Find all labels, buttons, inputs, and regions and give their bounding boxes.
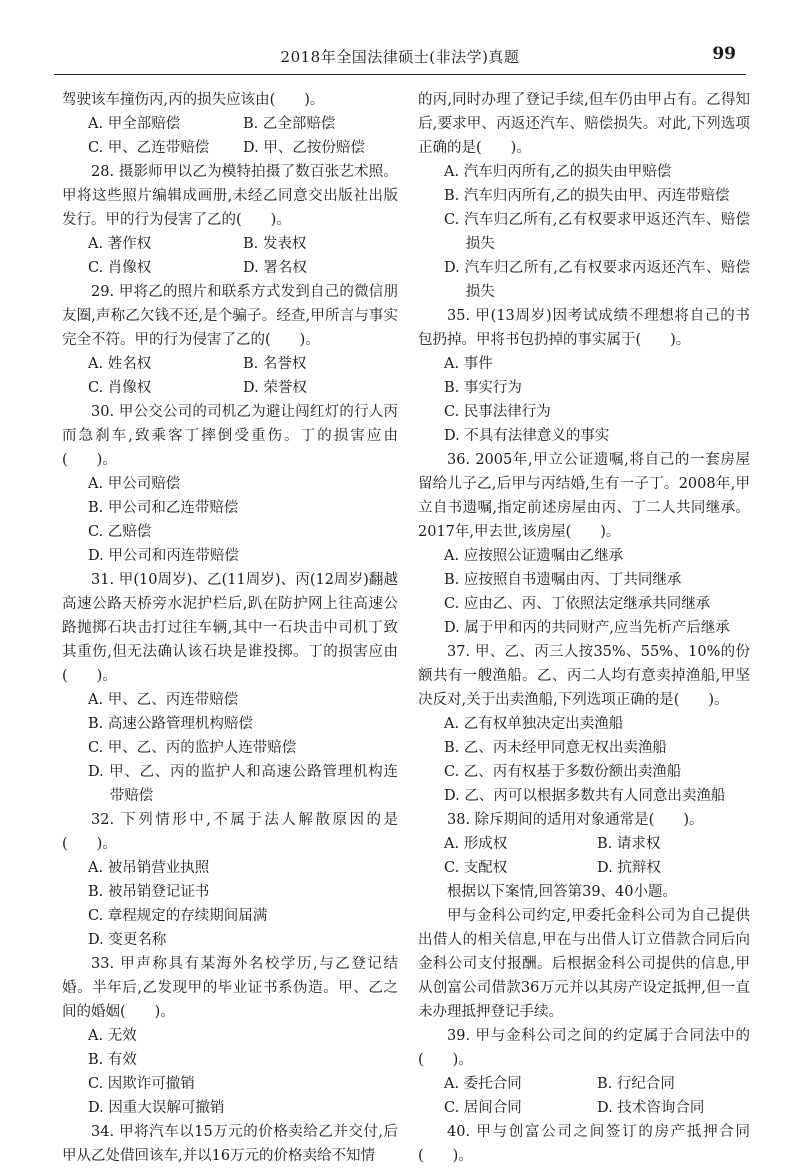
q34-option-d: D. 汽车归乙所有,乙有权要求丙返还汽车、赔偿损失 bbox=[444, 260, 750, 300]
question-34-tail: 的丙,同时办理了登记手续,但车仍由甲占有。乙得知后,要求甲、丙返还汽车、赔偿损失。对此,下列选项正确的是( )。 bbox=[418, 92, 750, 156]
q32-option-a: A. 被吊销营业执照 bbox=[88, 860, 210, 876]
q39-option-c: C. 居间合同 bbox=[444, 1100, 522, 1116]
q30-option-b: B. 甲公司和乙连带赔偿 bbox=[88, 500, 239, 516]
q28-option-b: B. 发表权 bbox=[243, 236, 307, 252]
q27-option-b: B. 乙全部赔偿 bbox=[243, 116, 336, 132]
q27-options-row-1 bbox=[88, 112, 398, 136]
q30-option-a: A. 甲公司赔偿 bbox=[88, 476, 181, 492]
q27-option-a: A. 甲全部赔偿 bbox=[88, 116, 181, 132]
question-32: 32. 下列情形中,不属于法人解散原因的是( )。 bbox=[62, 812, 398, 852]
q33-option-a: A. 无效 bbox=[88, 1028, 137, 1044]
q35-option-d: D. 不具有法律意义的事实 bbox=[444, 428, 610, 444]
q29-option-a: A. 姓名权 bbox=[88, 356, 152, 372]
question-35: 35. 甲(13周岁)因考试成绩不理想将自己的书包扔掉。甲将书包扔掉的事实属于( )。 bbox=[418, 308, 750, 348]
q38-option-d: D. 抗辩权 bbox=[597, 860, 661, 876]
question-27-tail: 驾驶该车撞伤丙,丙的损失应该由( )。 bbox=[62, 92, 325, 108]
q27-option-d: D. 甲、乙按份赔偿 bbox=[243, 140, 365, 156]
q37-option-b: B. 乙、丙未经甲同意无权出卖渔船 bbox=[444, 740, 667, 756]
question-38: 38. 除斥期间的适用对象通常是( )。 bbox=[447, 812, 704, 828]
page-header bbox=[54, 38, 746, 75]
q31-option-c: C. 甲、乙、丙的监护人连带赔偿 bbox=[88, 740, 297, 756]
q36-option-b: B. 应按照自书遗嘱由丙、丁共同继承 bbox=[444, 572, 682, 588]
q38-options-row-1 bbox=[444, 832, 750, 856]
question-30: 30. 甲公交公司的司机乙为避让闯红灯的行人丙而急刹车,致乘客丁摔倒受重伤。丁的损害应由( )。 bbox=[62, 404, 398, 468]
q34-option-a: A. 汽车归丙所有,乙的损失由甲赔偿 bbox=[444, 164, 672, 180]
q30-option-d: D. 甲公司和丙连带赔偿 bbox=[88, 548, 239, 564]
q35-option-b: B. 事实行为 bbox=[444, 380, 522, 396]
q29-option-b: B. 名誉权 bbox=[243, 356, 307, 372]
left-column bbox=[62, 88, 398, 1168]
q34-option-b: B. 汽车归丙所有,乙的损失由甲、丙连带赔偿 bbox=[444, 188, 730, 204]
q29-options-row-2 bbox=[88, 376, 398, 400]
q30-option-c: C. 乙赔偿 bbox=[88, 524, 152, 540]
q39-option-a: A. 委托合同 bbox=[444, 1076, 522, 1092]
q28-options-row-1 bbox=[88, 232, 398, 256]
q33-option-d: D. 因重大误解可撤销 bbox=[88, 1100, 225, 1116]
q31-option-a: A. 甲、乙、丙连带赔偿 bbox=[88, 692, 239, 708]
q36-option-d: D. 属于甲和丙的共同财产,应当先析产后继承 bbox=[444, 620, 730, 636]
q36-option-a: A. 应按照公证遗嘱由乙继承 bbox=[444, 548, 624, 564]
q28-options-row-2 bbox=[88, 256, 398, 280]
q29-option-c: C. 肖像权 bbox=[88, 380, 152, 396]
q38-option-a: A. 形成权 bbox=[444, 836, 508, 852]
case-intro: 根据以下案情,回答第39、40小题。 bbox=[447, 884, 678, 900]
q39-options-row-1 bbox=[444, 1072, 750, 1096]
q32-option-c: C. 章程规定的存续期间届满 bbox=[88, 908, 268, 924]
q38-option-b: B. 请求权 bbox=[597, 836, 661, 852]
q32-option-b: B. 被吊销登记证书 bbox=[88, 884, 210, 900]
question-33: 33. 甲声称具有某海外名校学历,与乙登记结婚。半年后,乙发现甲的毕业证书系伪造。甲、乙之间的婚姻( )。 bbox=[62, 956, 398, 1020]
question-28: 28. 摄影师甲以乙为模特拍摄了数百张艺术照。甲将这些照片编辑成画册,未经乙同意交出版社出版发行。甲的行为侵害了乙的( )。 bbox=[62, 164, 398, 228]
q28-option-d: D. 署名权 bbox=[243, 260, 307, 276]
question-37: 37. 甲、乙、丙三人按35%、55%、10%的份额共有一艘渔船。乙、丙二人均有意卖掉渔船,甲坚决反对,关于出卖渔船,下列选项正确的是( )。 bbox=[418, 644, 750, 708]
q27-option-c: C. 甲、乙连带赔偿 bbox=[88, 140, 210, 156]
question-34-head: 34. 甲将汽车以15万元的价格卖给乙并交付,后甲从乙处借回该车,并以16万元的价格卖给不知情 bbox=[62, 1124, 398, 1164]
q39-option-b: B. 行纪合同 bbox=[597, 1076, 675, 1092]
q33-option-b: B. 有效 bbox=[88, 1052, 137, 1068]
q36-option-c: C. 应由乙、丙、丁依照法定继承共同继承 bbox=[444, 596, 711, 612]
q37-option-c: C. 乙、丙有权基于多数份额出卖渔船 bbox=[444, 764, 682, 780]
q31-option-d: D. 甲、乙、丙的监护人和高速公路管理机构连带赔偿 bbox=[88, 764, 398, 804]
q29-option-d: D. 荣誉权 bbox=[243, 380, 307, 396]
question-36: 36. 2005年,甲立公证遗嘱,将自己的一套房屋留给儿子乙,后甲与丙结婚,生有一子丁。2008年,甲立自书遗嘱,指定前述房屋由丙、丁二人共同继承。2017年,甲去世,该房屋( )。 bbox=[418, 452, 750, 540]
q34-option-c: C. 汽车归乙所有,乙有权要求甲返还汽车、赔偿损失 bbox=[444, 212, 750, 252]
q38-options-row-2 bbox=[444, 856, 750, 880]
q37-option-d: D. 乙、丙可以根据多数共有人同意出卖渔船 bbox=[444, 788, 726, 804]
exam-title: 2018年全国法律硕士(非法学)真题 bbox=[280, 48, 520, 66]
q33-option-c: C. 因欺诈可撤销 bbox=[88, 1076, 195, 1092]
q39-options-row-2 bbox=[444, 1096, 750, 1120]
q35-option-c: C. 民事法律行为 bbox=[444, 404, 551, 420]
question-31: 31. 甲(10周岁)、乙(11周岁)、丙(12周岁)翻越高速公路天桥旁水泥护栏后,趴在防护网上往高速公路抛掷石块击打过往车辆,其中一石块击中司机丁致其重伤,但无法确认该石块是谁投掷。丁的损害应由( )。 bbox=[62, 572, 398, 684]
q31-option-b: B. 高速公路管理机构赔偿 bbox=[88, 716, 253, 732]
right-column bbox=[418, 88, 750, 1168]
q27-options-row-2 bbox=[88, 136, 398, 160]
q32-option-d: D. 变更名称 bbox=[88, 932, 167, 948]
q28-option-a: A. 著作权 bbox=[88, 236, 152, 252]
question-39: 39. 甲与金科公司之间的约定属于合同法中的( )。 bbox=[418, 1028, 750, 1068]
page-number: 99 bbox=[712, 44, 736, 64]
q35-option-a: A. 事件 bbox=[444, 356, 493, 372]
question-29: 29. 甲将乙的照片和联系方式发到自己的微信朋友圈,声称乙欠钱不还,是个骗子。经查,甲所言与事实完全不符。甲的行为侵害了乙的( )。 bbox=[62, 284, 398, 348]
q37-option-a: A. 乙有权单独决定出卖渔船 bbox=[444, 716, 624, 732]
case-text: 甲与金科公司约定,甲委托金科公司为自己提供出借人的相关信息,甲在与出借人订立借款合同后向金科公司支付报酬。后根据金科公司提供的信息,甲从创富公司借款36万元并以其房产设定抵押,但一直未办理抵押登记手续。 bbox=[418, 908, 750, 1020]
question-40: 40. 甲与创富公司之间签订的房产抵押合同( )。 bbox=[418, 1124, 750, 1164]
q29-options-row-1 bbox=[88, 352, 398, 376]
q28-option-c: C. 肖像权 bbox=[88, 260, 152, 276]
q38-option-c: C. 支配权 bbox=[444, 860, 508, 876]
q39-option-d: D. 技术咨询合同 bbox=[597, 1100, 705, 1116]
